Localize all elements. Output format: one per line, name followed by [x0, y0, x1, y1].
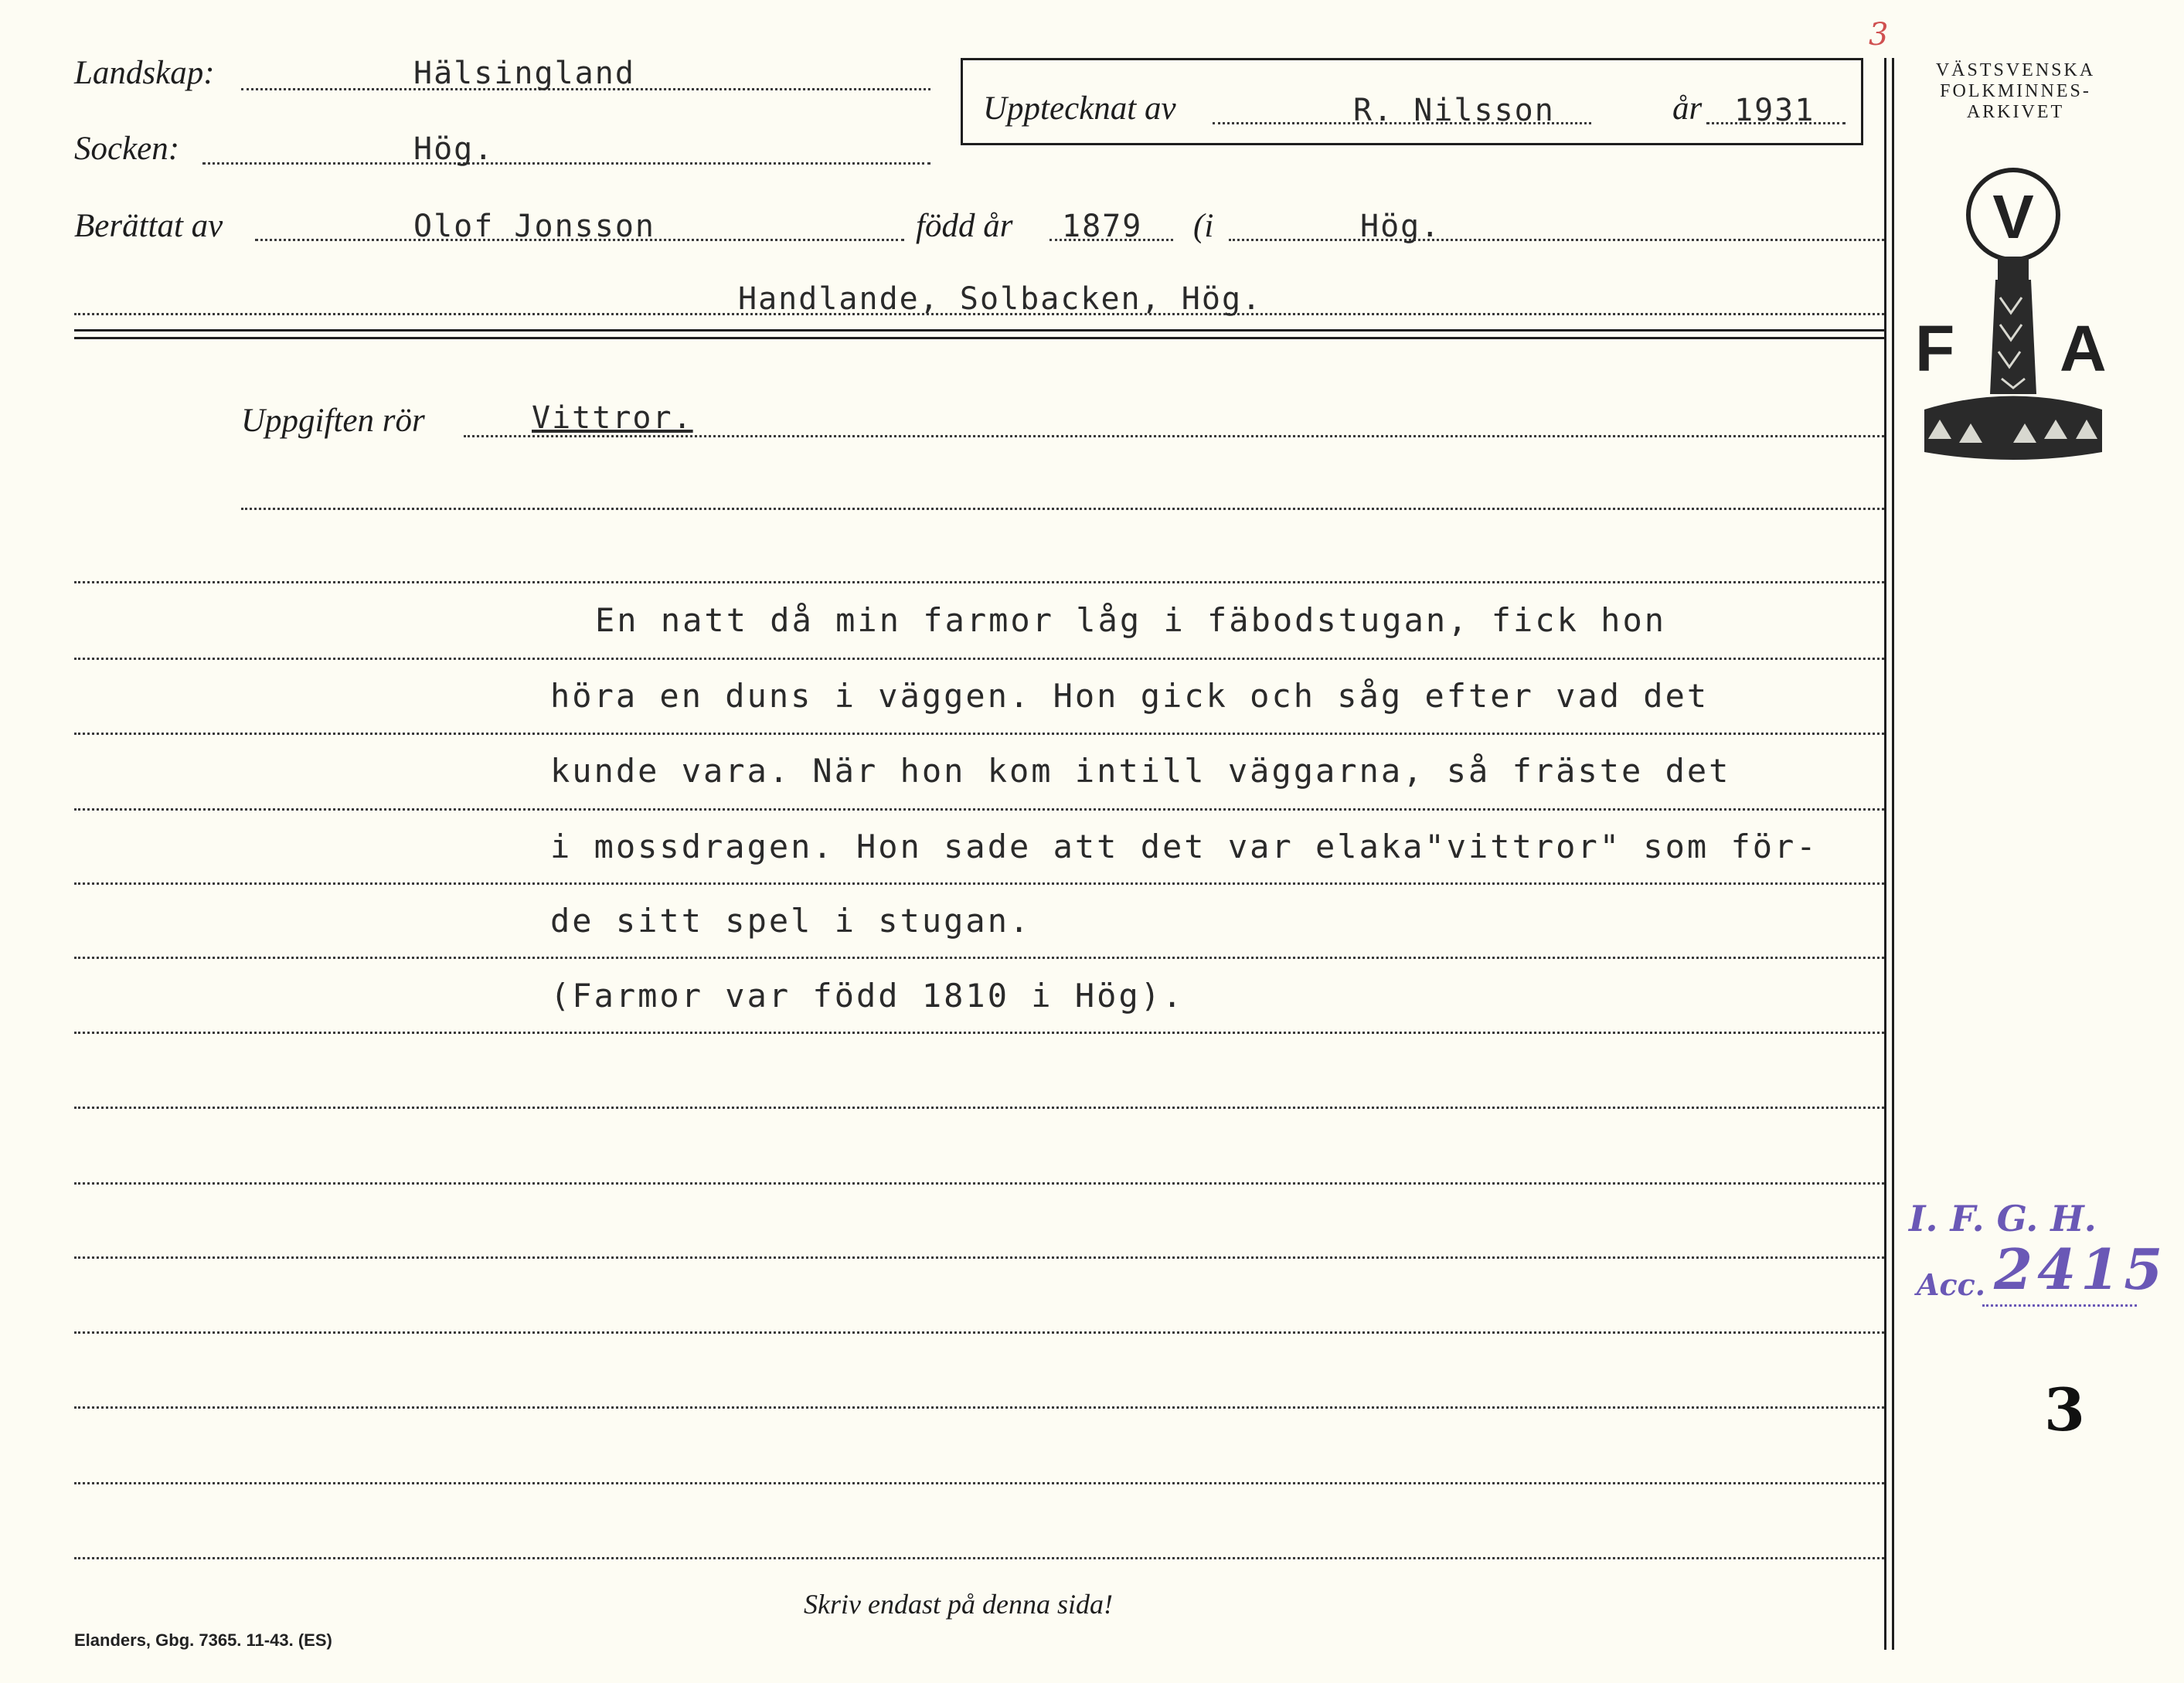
printer-imprint: Elanders, Gbg. 7365. 11-43. (ES)	[74, 1630, 332, 1650]
body-line: de sitt spel i stugan.	[550, 902, 1032, 940]
body-line: i mossdragen. Hon sade att det var elaka"vittror" som för-	[550, 828, 1818, 865]
landskap-value: Hälsingland	[413, 56, 635, 91]
page-number: 3	[2044, 1375, 2085, 1444]
stamp-acc-line	[1982, 1304, 2137, 1307]
fodd-value: 1879	[1062, 209, 1143, 244]
pencil-page-number: 3	[1869, 17, 1889, 53]
ruled-line	[74, 1107, 1884, 1109]
ar-label: år	[1672, 90, 1703, 127]
archive-logo	[1909, 162, 2118, 471]
header-rule-2	[74, 337, 1884, 339]
upptecknat-label: Upptecknat av	[983, 90, 1176, 127]
ruled-line	[74, 957, 1884, 959]
socken-line	[202, 162, 930, 165]
ruled-line	[74, 1032, 1884, 1034]
logo-letter-a: A	[2060, 312, 2107, 385]
logo-emblem: V	[1992, 182, 2034, 251]
occupation-value: Handlande, Solbacken, Hög.	[738, 281, 1263, 317]
landskap-label: Landskap:	[74, 55, 215, 91]
ruled-line	[74, 1182, 1884, 1185]
socken-value: Hög.	[413, 131, 495, 167]
archive-border-2	[1892, 58, 1894, 1650]
recorder-box	[961, 58, 1863, 145]
ruled-line	[241, 508, 1884, 510]
ruled-line	[74, 658, 1884, 660]
thor-hammer-icon	[1909, 162, 2118, 471]
ruled-line	[74, 1406, 1884, 1409]
body-line: höra en duns i väggen. Hon gick och såg efter vad det	[550, 677, 1709, 715]
footer-note: Skriv endast på denna sida!	[804, 1589, 1113, 1620]
archive-name-line2: FOLKMINNES-	[1940, 81, 2091, 101]
stamp-line1: I. F. G. H.	[1909, 1198, 2097, 1239]
subject-label: Uppgiften rör	[241, 403, 425, 439]
archive-name-line3: ARKIVET	[1966, 102, 2065, 122]
i-line	[1229, 239, 1884, 241]
archive-name	[1900, 60, 2131, 123]
body-line: En natt då min farmor låg i fäbodstugan, fick hon	[595, 601, 1667, 639]
stamp-acc-number: 2415	[1994, 1236, 2168, 1302]
ruled-line	[74, 882, 1884, 885]
i-value: Hög.	[1360, 209, 1441, 244]
i-label: (i	[1193, 208, 1214, 244]
header-rule-1	[74, 329, 1884, 332]
socken-label: Socken:	[74, 131, 180, 167]
ruled-line	[74, 581, 1884, 583]
ruled-line	[74, 1256, 1884, 1259]
ruled-line	[74, 1331, 1884, 1334]
ar-value: 1931	[1734, 93, 1815, 128]
berattat-value: Olof Jonsson	[413, 209, 655, 244]
archive-border-1	[1884, 58, 1886, 1650]
archive-name-line1: VÄSTSVENSKA	[1935, 60, 2096, 80]
subject-value: Vittror.	[532, 400, 693, 436]
body-line: kunde vara. När hon kom intill väggarna, så fräste det	[550, 752, 1731, 790]
logo-letter-f: F	[1915, 312, 1955, 385]
fodd-label: född år	[916, 208, 1013, 244]
ruled-line	[74, 808, 1884, 811]
upptecknat-value: R. Nilsson	[1353, 93, 1555, 128]
body-line: (Farmor var född 1810 i Hög).	[550, 977, 1185, 1015]
stamp-acc-label: Acc.	[1917, 1267, 1985, 1302]
ruled-line	[74, 1482, 1884, 1484]
ruled-line	[74, 1557, 1884, 1559]
ruled-line	[74, 733, 1884, 735]
berattat-label: Berättat av	[74, 208, 223, 244]
